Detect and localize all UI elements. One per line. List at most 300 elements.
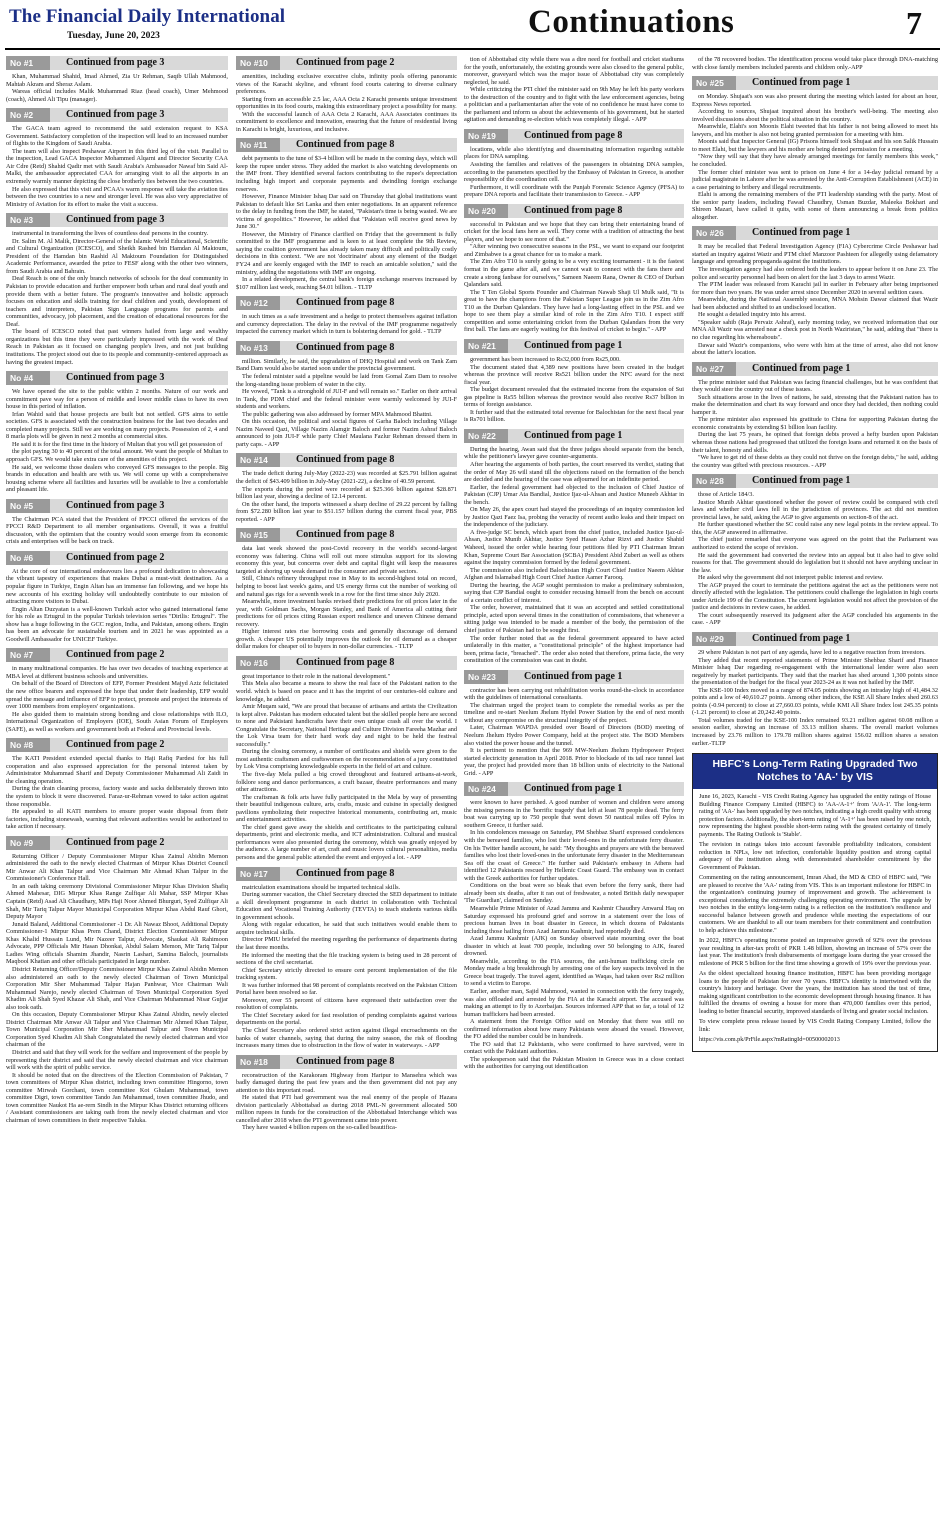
box-paragraph: To view complete press release issued by VIS Credit Rating Company Limited, follow the link: (699, 1018, 931, 1033)
paragraph: On May 26, the apex court had stayed the proceedings of an inquiry commission led by Justice Qazi Faez Isa, probing the veracity of recent audio leaks and their impact on the independence of the judiciary. (464, 506, 684, 529)
continuation-number: No #27 (692, 362, 736, 376)
paragraph: Irfan Wahid said that house projects are built but not settled. GFS aims to settle societies. GFS is associated with the construction business for the last two decades and completed many projects. Still we are working on many projects. Possession of 2, 4 and 8 marla plots will be given in next 2 months at commercial sites. (6, 410, 228, 441)
paragraph: were known to have perished. A good number of women and children were among the missing persons in the 'horrific tragedy' that left at least 78 people dead. The ferry boat was carrying up to 750 people that went down 50 nautical miles off Pylos in southern Greece, it further said. (464, 799, 684, 829)
continued-from-label: Continued from page 1 (736, 76, 938, 90)
paragraph: During summer vacation, the Chief Secretary directed the SED department to initiate a skill development programme in each district in collaboration with Technical Education and Vocational Training Authority (TEVTA) to teach students various skills in government schools. (236, 891, 457, 921)
paragraph: successful in Pakistan and we hope that they can bring their entertaining brand of cricket for the local fans here as well. They come with a tradition of attracting the best players, and we hope to see more of that." (464, 220, 684, 243)
story (464, 670, 684, 778)
paragraph: "Now they will say that they have already arranged meetings for family members this week," he concluded. (692, 153, 938, 169)
paragraph: The prime minister said that Pakistan was facing financial challenges, but he was confident that they would steer the country out of these issues. (692, 378, 938, 394)
continuation-kicker (236, 1055, 457, 1069)
story (236, 341, 457, 449)
paragraph: Conditions on the boat were so bleak that even before the ferry sank, there had already been six deaths, after it ran out of freshwater, a noted British daily newspaper 'The Guardian', claimed on Sunday. (464, 882, 684, 905)
paragraph: A statement from the Foreign Office said on Monday that there was still no confirmed information about how many Pakistanis were aboard the vessel. However, the FO added the number could be in hundreds. (464, 1018, 684, 1041)
continuation-number: No #16 (236, 656, 280, 670)
story-body (236, 313, 457, 336)
continuation-number: No #17 (236, 867, 280, 881)
paragraph: in many multinational companies. He has over two decades of teaching experience at MBA level at different business schools and universities. (6, 665, 228, 680)
continued-from-label: Continued from page 2 (50, 836, 228, 850)
story (692, 226, 938, 356)
paragraph: They have wasted 4 billion rupees on the so-called beautifica- (242, 1124, 397, 1132)
paragraph: Later, Chairman WAPDA presided over Board of Directors (BOD) meeting of Neelum Jhelum Hydro Power Company, held at the project site. The BOD Members also visited the power house and the tunnel. (464, 724, 684, 747)
paragraph: Total volumes traded for the KSE-100 Index remained 93.21 million against 60.08 million a session earlier, showing an increase of 33.13 million shares. The overall market volumes increased by 23.76 million to 179.78 million shares against 156.02 million shares a session earlier.-TLTP (692, 716, 938, 747)
continuation-number: No #5 (6, 499, 50, 513)
continuation-number: No #12 (236, 296, 280, 310)
continuation-kicker (6, 213, 228, 227)
paragraph: During the closing ceremony, a number of certificates and shields were given to the most authentic craftsmen and craftswomen on the recommendation of a jury constituted by Lok Virsa comprising knowledgeable experts in the field of art and culture. (236, 748, 457, 771)
continued-from-label: Continued from page 8 (280, 296, 457, 310)
paragraph: Chief Secretary strictly directed to ensure cent percent implementation of the file tracking system. (236, 966, 457, 982)
story (236, 867, 457, 1050)
paragraph: Earlier, the federal government had objected to the inclusion of Chief Justice of Pakistan (CJP) Umar Ata Bandial, Justice Ijaz-ul-Ahsan and Justice Muneeb Akhtar in the bench. (464, 483, 684, 506)
paragraph: It should be noted that on the directives of the Election Commission of Pakistan, 7 town committees of Mirpur Khas district, including town committee Hingorno, town committee Mirwah Gorchani, town committee Kot Ghulam Muhammad, town committee Digri, town committee Tando Jan Muhammad, town committee Jhudo, and town committee Naukot Ha ae-rern Sindh in the Mirpur Khas District returning officers / Assistant commissioners are taking oath from the newly elected chairman and vice chairman of town committees in their respective Taluka. (6, 1071, 228, 1124)
paragraph: "We have to get rid of these debts as they could not thrive on the foreign debts," he said, adding the country was gifted with precious resources. - APP (692, 454, 938, 469)
box-paragraph: The revision in ratings takes into account favorable profitability indicators, consistent reduction in NPLs, low net infection, comfortable liquidity position and strong capital adequacy of the institution along with demonstrated shareholder commitment by the Government of Pakistan. (699, 841, 931, 871)
continuation-kicker (464, 129, 684, 143)
continuation-number: No #7 (6, 648, 50, 662)
paragraph: He said, we welcome those dealers who conveyed GFS messages to the people. Big brands in education and health are with us. We will come up with a comprehensive housing scheme where all facilities and luxuries will be available to live a comfortable and pleasant life. (6, 463, 228, 494)
continued-from-label: Continued from page 1 (508, 670, 684, 684)
continuation-kicker (692, 362, 938, 376)
continuation-number: No #24 (464, 782, 508, 796)
paragraph: government has been increased to Rs32,000 from Rs25,000. (470, 355, 621, 363)
paragraph: The board of ICESCO noted that past winners hailed from large and wealthy organizations but this time they were particularly impressed with the work of Deaf Reach in Pakistan as it focused on changing people's lives, and not just building institutions. The project stood out due to its people and community-centered approach as having the greatest impact. (6, 328, 228, 366)
paragraph: "After winning two consecutive seasons in the PSL, we want to expand our footprint and Zimbabwe is a great chance for us to make a mark. (464, 243, 684, 258)
story (692, 76, 938, 221)
story-body (236, 545, 457, 651)
continued-from-label: Continued from page 3 (50, 499, 228, 513)
continuation-kicker (236, 341, 457, 355)
paragraph: The trade deficit during July-May (2022-23) was recorded at $25.791 billion against the deficit of $43.409 billion in July-May (2021-22), a decline of 40.59 percent. (236, 470, 457, 485)
continuation-number: No #10 (236, 56, 280, 70)
continuation-number: No #8 (6, 738, 50, 752)
paragraph: Earlier, another man, Sajid Mahmood, wanted in connection with the ferry tragedy, was also offloaded and arrested by the FIA at the Karachi airport. The accused was making an attempt to fly to Azerbaijan. Sources informed APP that so far, a total of 12 human traffickers had been arrested. (464, 987, 684, 1018)
paragraph: Dawar said Wazir's companions, who were with him at the time of arrest, also did not know about the latter's location. (692, 341, 938, 357)
story-body (236, 470, 457, 523)
paragraph: The chairman urged the project team to complete the remedial works as per the timeline and re-start Neelum Jhelum Hydel Power Station by the end of next month without any compromise on the structural integrity of the project. (464, 701, 684, 724)
section-title: Continuations (528, 4, 735, 40)
paragraph: Along with regular education, he said that such initiatives would enable them to acquire technical skills. (236, 921, 457, 936)
paragraph: The craftsman & folk arts have fully participated in the Mela by way of presenting their beautiful indigenous culture, arts, crafts, music and cuisine in specially designed pavilions symbolizing their respective historical monuments, contributing art, music and entertainment activities. (236, 793, 457, 824)
paragraph: The commission also included Balochistan High Court Chief Justice Naeem Akhtar Afghan and Islamabad High Court Chief Justice Aamer Farooq. (464, 566, 684, 582)
story (6, 371, 228, 494)
paragraph: "Speaker sahib (Raja Pervaiz Ashraf), early morning today, we received information that our MNA Ali Wazir was arrested near a check post in North Waziristan," he said, adding that "there is no clue regarding his whereabouts". (692, 318, 938, 341)
paragraph: The AGP prayed the court to terminate the petitions against the act as the petitioners were not directly affected with the legislation. The petitioners could challenge the legislation in high courts under Article 199 of the Constitution. The current legislation would not affect the provision of the justice and decisions in review cases, he added. (692, 581, 938, 612)
continued-from-label: Continued from page 1 (508, 429, 684, 443)
story-body (6, 388, 228, 494)
paragraph: Moonis said that Inspector General (IG) Prisons himself took Shujaat and his son Salik Hussain to meet Elahi, but the lawyers and his mother are being denied permission for a meeting. (692, 138, 938, 153)
paragraph: The spokesperson said that the Pakistan Mission in Greece was in a close contact with the authorities for carrying out identification (464, 1055, 684, 1071)
continued-from-label: Continued from page 8 (508, 129, 684, 143)
paragraph: The prime minister also expressed his gratitude to China for supporting Pakistan during the economic constraints by extending $1 billion loan facility. (692, 416, 938, 431)
paragraph: It was further informed that 98 percent of complaints received on the Pakistan Citizen Portal have been resolved so far. (236, 981, 457, 997)
box-paragraph: In 2022, HBFC's operating income posted an impressive growth of 92% over the previous year resulting in after-tax profit of PKR 1.48 billion, showing an increase of 57% over the last year. The institution's fresh disbursements of mortgage loans during the year crossed the milestone of PKR 5 billion for the first time showing a growth of 19% over the previous year. (699, 937, 931, 967)
story-body (6, 568, 228, 643)
continued-from-label: Continued from page 8 (280, 528, 457, 542)
paragraph: Deaf Reach is one of the only branch networks of schools for the deaf community in Pakistan to provide education and further empower both urban and rural deaf youth and provide them with a better future. The program's innovative and holistic approach focuses on education and skills training for deaf children and youth, development of teachers and interpreters, Pakistan Sign Language programs for parents and communities, advocacy, job placement, and the creation of educational resources for the Deaf. (6, 275, 228, 328)
paragraph: Director PMIU briefed the meeting regarding the performance of departments during the last three months. (236, 936, 457, 951)
continued-from-label: Continued from page 8 (280, 138, 457, 152)
continuation-kicker (6, 499, 228, 513)
paragraph: matriculation examinations should be imparted technical skills. (242, 883, 401, 891)
continuation-number: No #4 (6, 371, 50, 385)
paragraph: The PTM leader was released from Karachi jail in earlier in February after being imprisoned for more than two years. He was under arrest since December 2020 in several sedition cases. (692, 281, 938, 296)
continued-from-label: Continued from page 1 (508, 339, 684, 353)
paragraph: Meanwhile, Elahi's son Moonis Elahi tweeted that his father is not being allowed to meet his lawyers, and his mother is also not being granted permission for a meeting with him. (692, 123, 938, 138)
paragraph: He also expressed that this visit and PCAA's warm response will take the aviation ties between the two countries to a new and stronger level. He was also very appreciative of Ministry of Aviation for its effort to make the visit a success. (6, 185, 228, 208)
paragraph: The chief guest gave away the shields and certificates to the participating cultural departments, print and electronic media, and ICT administration. Cultural and musical performances were also presented during the ceremony, which was greatly enjoyed by the audience. A large number of art, craft and music lovers cultural personalities, media persons and the general public attended the event and enjoyed a lot. - APP (236, 823, 457, 862)
paragraph: While criticizing the PTI chief the minister said on 9th May he left his party workers to the destruction of the country and to fight with the law enforcement agencies, being a politician and a parliamentarian after the vote of no confidence he must have come to the parliament and inform us about the achievements of his government, but he started agitation and demanding re-election which was completely illegal. - APP (464, 86, 684, 124)
story-body (464, 356, 684, 424)
story (464, 782, 684, 1071)
box-paragraph: As the oldest specialized housing finance institution, HBFC has been providing mortgage loans to the people of Pakistan for over 70 years. HBFC's identity is intertwined with the country's history and heritage. Over the years, the institution has stood the test of time, making significant contribution to the economic development through housing finance. It has fulfilled the dreams of owning a house for more than 470,000 families over this period, leading to better financial security, improved standards of living and greater social inclusion. (699, 970, 931, 1015)
continuation-number: No #22 (464, 429, 508, 443)
continuation-number: No #1 (6, 56, 50, 70)
paragraph: He said the government had converted the review into an appeal but it also had to give solid reasons for that. The government should do legislation but it should not have anything unclear in the law. (692, 551, 938, 574)
paragraph: In a related development, the central bank's foreign exchange reserves increased by $107 million last week, reaching $4.01 billion. - TLTP (236, 276, 457, 291)
paragraph: On this occasion, Deputy Commissioner Mirpur Khas Zainul Abidin, newly elected District Chairman Mir Anwar Ali Talpur and Vice Chairman Mir Ahmed Khan Talpur, Town Municipal Corporation Mir Sher Muhammad Talpur and Town Municipal Corporation Syed Khadim Ali Shah Congratulated the newly elected chairman and vice chairman of the (6, 1011, 228, 1049)
continued-from-label: Continued from page 3 (50, 371, 228, 385)
continuation-number: No #9 (6, 836, 50, 850)
story (464, 129, 684, 199)
story-body (236, 155, 457, 291)
story (236, 138, 457, 291)
paragraph: The Chairman PCA stated that the President of FPCCI offered the services of the FPCCI R&D Department to all member organisations. Overall, it was a fruitful discussion, with the optimism that the country would soon emerge from its economic crisis and enterprises will be back on track. (6, 515, 228, 546)
story-body (692, 243, 938, 356)
paragraph: District and said that they will work for the welfare and improvement of the people by representing their district and said that the newly elected chairman and vice chairman will work with the spirit of public service. (6, 1048, 228, 1072)
paragraph: The KSE-100 Index moved in a range of 874.05 points showing an intraday high of 41,484.32 points and a low of 40,610.27 points. Among other indices, the KSE All Share Index shed 260.63 points (-0.94 percent) to close at 27,660.03 points, while KMI All Share Index lost 245.35 points (-1.21 percent) to close at 20,242.40 points. (692, 686, 938, 717)
continuation-kicker (6, 738, 228, 752)
story-body (464, 799, 684, 1071)
paragraph: Meanwhile, more investment banks revised their predictions for oil prices later in the year, with Goldman Sachs, Morgan Stanley, and Bank of America all cutting their predictions for oil prices citing Russian export resilience and uneven Chinese demand recovery. (236, 598, 457, 628)
continued-from-label: Continued from page 8 (508, 204, 684, 218)
story (692, 56, 938, 71)
paragraph: Starting from an accessible 2.5 lac, AAA Octa 2 Karachi presents unique investment opportunities in its food courts, making this extraordinary project a possibility for many. (236, 95, 457, 111)
paragraph: At the core of our international endeavours lies a profound dedication to showcasing the vibrant tapestry of experiences that makes Dubai a must-visit destination. As a popular figure in Turkiye, Engin Altan has an immense fan following, and we hope his new accounts of his exciting holiday will undoubtedly contribute to our mission of attracting more visitors to Dubai. (6, 567, 228, 606)
continuation-kicker (236, 296, 457, 310)
newspaper-name: The Financial Daily International (9, 6, 286, 27)
paragraph: During the last 75 years, he opined that foreign debts proved a hefty burden upon Pakistan whereas those nations had progressed that utilized the foreign loans and returned it on the basis of their talent, honesty and skills. (692, 431, 938, 454)
story (236, 56, 457, 133)
story-body (6, 73, 228, 103)
story (6, 551, 228, 643)
story-body (464, 221, 684, 334)
continued-from-label: Continued from page 3 (50, 213, 228, 227)
continuation-kicker (6, 551, 228, 565)
paragraph: The Chief Secretary also ordered strict action against illegal encroachments on the banks of water channels, saying that during the rainy season, the risk of flooding increases many times due to obstruction in the flow of water in waterways. - APP (236, 1026, 457, 1050)
continuation-number: No #3 (6, 213, 50, 227)
continuation-number: No #29 (692, 632, 736, 646)
continuation-number: No #25 (692, 76, 736, 90)
continued-from-label: Continued from page 8 (280, 341, 457, 355)
paragraph: A five-judge SC bench, which apart from the chief justice, included Justice Ijaz-ul-Ahsan, Justice Munib Akhtar, Justice Syed Hasan Azhar Rizvi and Justice Shahid Waheed, issued the order while hearing four petitions filed by PTI Chairman Imran Khan, Supreme Court Bar Association (SCBA) President Abid Zuberi as well as others against the inquiry commission formed by the federal government. (464, 528, 684, 567)
paragraph: Furthermore, it will coordinate with the Punjab Forensic Science Agency (PFSA) to prepare DNA reports and facilitate their transmission to Greece. - APP (464, 183, 684, 199)
box-paragraph: June 16, 2023, Karachi - VIS Credit Rating Agency has upgraded the entity ratings of House Building Finance Company Limited (HBFC) to 'AA-/A-1+' from 'A/A-1'. The long-term rating of 'AA-' has been upgraded by two notches, indicating a high credit quality with strong protection factors. Additionally, the short-term rating of 'A-1+' has been raised by one notch, now representing the highest possible short-term rating with the greatest certainty of timely payments. The Rating Outlook is 'Stable'. (699, 793, 931, 838)
paragraph: in such times as a safe investment and a hedge to protect themselves against inflation and currency depreciation. The delay in the revival of the IMF programme negatively impacted the currency market which in turn is bolstering demand for gold. - TLTP (236, 313, 457, 336)
continuation-number: No #14 (236, 453, 280, 467)
paragraph: The former chief minister was sent to prison on June 4 for a 14-day judicial remand by a judicial magistrate in Lahore after he was arrested by the Anti-Corruption Establishment (ACE) in a case pertaining to bribery and illegal recruitments. (692, 168, 938, 191)
paragraph: He sought a detailed inquiry into his arrest. (698, 311, 806, 319)
column-3 (464, 56, 684, 1524)
continuation-number: No #21 (464, 339, 508, 353)
paragraph: Moreover, over 55 percent of citizens have expressed their satisfaction over the resolution of complaints. (236, 996, 457, 1012)
hbfc-press-release-box (692, 753, 938, 1052)
continuation-kicker (236, 656, 457, 670)
continuation-number: No #19 (464, 129, 508, 143)
story-body (6, 755, 228, 830)
paragraph: In his condolences message on Saturday, PM Shehbaz Sharif expressed condolences with the bereaved families, who lost their loved-ones in the unfortunate ferry disaster. On his Twitter handle account, he said: "My thoughts and prayers are with the bereaved families who lost their loved-ones in the unfortunate ferry disaster in the Mediterranean Sea off the coast of Greece." He further said Pakistan's embassy in Athens had identified 12 Pakistanis rescued by Hellenic Coast Guard. The embassy was in contact with the Greek authorities for further updates. (464, 829, 684, 882)
paragraph: On this occasion, the political and social figures of Garha Baloch including Village Nazim Naveed Qazi, Village Nazim Alamgir Baloch and former Nazim Ashraf Baloch announced to join JUI-F while party Chief Maulana Fazlur Rehman dressed them in party caps. - APP (236, 418, 457, 448)
paragraph: Returning Officer / Deputy Commissioner Mirpur Khas Zainul Abidin Memon administered the oath to the newly elected Chairman of Mirpur Khas District Council Mir Anwar Ali Khan Talpur and Vice Chairman Mir Ahmad Khan Talpur in the Commissioner's Conference Hall. (6, 852, 228, 883)
story (236, 528, 457, 651)
story-body (6, 665, 228, 733)
story (236, 656, 457, 862)
continuation-kicker (464, 204, 684, 218)
paragraph: great importance to their role in the national development." (242, 672, 391, 680)
column-4 (692, 56, 938, 1524)
paragraph: After hearing the arguments of both parties, the court reserved its verdict, stating that the order of May 26 will stand till the objections raised on the formation of the bench are decided and the hearing of the case was adjourned for an indefinite period. (464, 460, 684, 484)
paragraph: He further questioned whether the SC could raise any new legal points in the review appeal. To this, the AGP answered in affirmative. (692, 521, 938, 536)
paragraph: Azad Jammu Kashmir (AJK) on Sunday observed state mourning over the boat disaster in which at least 700 people, including over 50 belonging to AJK, feared drowned. (464, 935, 684, 958)
page-number: 7 (906, 5, 922, 41)
continued-from-label: Continued from page 2 (50, 648, 228, 662)
story-body (464, 56, 684, 124)
continuation-kicker (464, 670, 684, 684)
story-body (236, 884, 457, 1050)
story (464, 339, 684, 424)
continuation-kicker (236, 453, 457, 467)
paragraph: The investigation agency had also ordered both the leaders to appear before it on June 23. The police and security personnel had been on alert for the last 3 days to arrest Wazir. (692, 266, 938, 281)
continued-from-label: Continued from page 1 (736, 632, 938, 646)
paragraph: He stated that PTI had government was the real enemy of the people of Hazara division particularly Abbottabad as during 2018 PML-N government allocated 500 million rupees in funds for the construction of the Abbottabad Interchange which was cancelled after 2018 when the PTI government came into power. (236, 1094, 457, 1124)
paragraph: amenities, including exclusive executive clubs, infinity pools offering panoramic views of the Karachi skyline, and vibrant food courts catering to diverse culinary preferences. (236, 73, 457, 96)
story (236, 453, 457, 523)
story-body (464, 146, 684, 199)
continued-from-label: Continued from page 8 (280, 453, 457, 467)
paragraph: tion of Abbottabad city while there was a dire need for football and cricket stadiums for the youth, unfortunately, the existing grounds were also closed to the general public, moreover, graveyard which was the major issue of Abbottabad city was completely neglected, he said. (464, 56, 684, 86)
paragraph: It may be recalled that Federal Investigation Agency (FIA) Cybercrime Circle Peshawar had started an inquiry against Wazir and PTM chief Manzoor Pashteen for allegedly using defamatory language and spreading propaganda against the institutions. (692, 243, 938, 266)
paragraph: Amir Muqam said, "We are proud that because of artisans and artists the Civilization is kept alive. Pakistan has modern educated talent but the skilled people here are second to none and Pakistani handicrafts have their own unique crash all over the world. I Congratulate the Secretary, National Heritage and Culture Division Fareeha Mazhar and the Lok Virsa team for their hard work day and night to be held the festival successfully." (236, 703, 457, 748)
paragraph: Assisting the families and relatives of the passengers in obtaining DNA samples, according to the parameters specified by the Embassy of Pakistan in Greece, is another responsibility of the coordination cell. (464, 161, 684, 184)
continued-from-label: Continued from page 3 (50, 108, 228, 122)
paragraph: The order, however, maintained that it was an accepted and settled constitutional principle, acted upon several times in the constitution of commissions, that whenever a sitting judge was intended to be made a member of the body, the permission of the chief justice of Pakistan had to be sought first. (464, 604, 684, 634)
continuation-number: No #28 (692, 474, 736, 488)
paragraph: During the drain cleaning process, factory waste and sacks deliberately thrown into the system to block it were discovered. Faraz-ur-Rehman vowed to take action against those responsible. (6, 785, 228, 808)
paragraph: This Mela also became a means to show the real face of the Pakistani nation to the world. which is based on peace and it has the imprint of our centuries-old culture and knowledge, he added. (236, 680, 457, 703)
paragraph: of the 78 recovered bodies. The identification process would take place through DNA-matching with close family members included parents and children only.-APP (692, 56, 938, 71)
paragraph: Junaid Baland, Additional Commissioner -1 Dr. Ali Nawaz Bhoot, Additional Deputy Commissioner-1 Mirpur Khas Prem Chand, District Election Commissioner Mirpur Khas Khalid Hussain Lund, Mir Nazeer Talpur, Advocate, Shaukat Ali Rahimoon Advocate, PPP Officials Mir Hasan Dhonkai, Abdul Salam Memon, Mir Tariq Talpur Ladies Wing officials Shamim Jhandir, Nasrin Lashari, Samina Baloch, journalists Maqbool Khatian and other officials participated in large number. (6, 920, 228, 966)
masthead (5, 0, 940, 50)
continuation-number: No #20 (464, 204, 508, 218)
paragraph: Justice Munib Akhtar questioned whether the power of review could be compared with civil laws and whether civil laws fell in the jurisdiction of provinces. The act did not mention provincial laws, he said, asking the AGP to give arguments on section-8 of the act. (692, 498, 938, 521)
paragraph: During the hearing, the AGP sought permission to make a preliminary submission, saying that CJP Bandial ought to consider recusing himself from the bench on account of a certain conflict of interest. (464, 581, 684, 604)
story (6, 648, 228, 733)
continuation-kicker (6, 371, 228, 385)
paragraph: The exports during the period were recorded at $25.366 billion against $28.871 billion last year, showing a decline of 12.14 percent. (236, 485, 457, 501)
paragraph: He said it is for the first time in the history of Multan that you will get possession of (12, 440, 223, 448)
paragraph: The public gathering was also addressed by former MPA Mahmood Bhattni. (242, 410, 433, 418)
story-body (236, 73, 457, 133)
issue-date: Tuesday, June 20, 2023 (67, 31, 160, 41)
paragraph: Wareas official includes Malik Muhammad Riaz (head coach), Umer Mehmood (coach), Ahmed Ali Tipu (manager). (6, 88, 228, 103)
paragraph: data last week showed the post-Covid recovery in the world's second-largest economy was faltering. China will roll out more stimulus support for its slowing economy this year, but concerns over debt and capital flight will keep the measures targeted at shoring up weak demand in the consumer and private sectors. (236, 545, 457, 575)
continuation-kicker (6, 648, 228, 662)
paragraph: The five-day Mela pulled a big crowd throughout and featured artisans-at-work, folklore song and dance performances, a craft bazaar, theatre performances and many other attractions. (236, 771, 457, 794)
continued-from-label: Continued from page 1 (508, 782, 684, 796)
continuation-kicker (236, 867, 457, 881)
paragraph: Engin Altan Duzyatan is a well-known Turkish actor who gained international fame for his role as Ertugrul in the popular Turkish television series "Dirilis: Ertugrul". The show has a huge following in the GCC region, India, and Pakistan, among others. Engin has been an advocate for sustainable tourism and in 2021 he was appointed as a Goodwill Ambassador for UNICEF Turkiye. (6, 605, 228, 643)
continuation-kicker (6, 108, 228, 122)
story (6, 499, 228, 546)
story-body (692, 93, 938, 221)
column-1 (6, 56, 228, 1524)
paragraph: According to sources, Shujaat inquired about his brother's well-being. The meeting also involved discussions about the political situation in the country. (692, 108, 938, 123)
story-body (236, 673, 457, 862)
continued-from-label: Continued from page 1 (736, 362, 938, 376)
paragraph: The KATI President extended special thanks to Haji Rafiq Pardesi for his full cooperation and also expressed appreciation for the personal interest taken by Administrator Muhammad Sharif and Deputy Commissioner Muhammad Ali Zaidi in the cleaning operation. (6, 755, 228, 785)
continuation-kicker (464, 429, 684, 443)
paragraph: 29 where Pakistan is not part of any agenda, have led to a negative reaction from investors. (698, 649, 926, 656)
story (692, 474, 938, 627)
continuation-kicker (236, 56, 457, 70)
paragraph: He also guided them to maintain strong bonding and close relationships with ILO, International Organization of Employers (IOE), South Asian Forum of Employers (SAFE), as well as workers and government both at Federal and Provincial levels. (6, 710, 228, 733)
continuation-number: No #26 (692, 226, 736, 240)
paragraph: The budget document revealed that the estimated income from the expansion of Sui gas pipeline is Rs55 billion whereas the province would also receive Rs37 billion in terms of foreign assistance. (464, 386, 684, 409)
paragraph: Meanwhile, during the National Assembly session, MNA Mohsin Dawar claimed that Wazir had been abducted and shifted to an undisclosed location. (692, 296, 938, 311)
story-body (6, 853, 228, 1125)
continuation-number: No #2 (6, 108, 50, 122)
paragraph: We have opened the site to the public within 2 months. Nature of our work and commitment pave way for a person of middle and lower middle class to have its own house in this period of inflation. (6, 388, 228, 411)
story-body (692, 649, 938, 747)
paragraph: Higher interest rates rise borrowing costs and generally discourage oil demand growth. A cheaper US potentially improves the outlook for oil demand as a cheaper dollar makes for cheaper oil to buyers in non-dollar currencies. - TLTP (236, 628, 457, 651)
continuation-kicker (692, 226, 938, 240)
continuation-kicker (236, 138, 457, 152)
story (236, 296, 457, 336)
press-release-link: https://vis.com.pk/PrFile.aspx?mRatingId=00500002013 (699, 1036, 840, 1044)
continuation-kicker (692, 632, 938, 646)
paragraph: However, the Ministry of Finance clarified on Friday that the government is fully committed to the IMF programme and is keen to at least complete the 9th Review, saying the coalition government has already taken many difficult and politically costly decisions in this context. "We are not 'doctrinaire' about any element of the Budget FY24 and are keenly engaged with the IMF to reach an amicable solution," said the ministry, adding the negotiations with IMF are ongoing. (236, 230, 457, 276)
continuation-kicker (6, 56, 228, 70)
continued-from-label: Continued from page 8 (280, 1055, 457, 1069)
paragraph: on Monday. Shujaat's son was also present during the meeting which lasted for about an hour, Express News reported. (692, 93, 938, 108)
paragraph: those of Article 184/3. (698, 491, 754, 499)
paragraph: The document stated that 4,389 new positions have been created in the budget whereas the province will receive Rs521 billion under the NFC award for the next fiscal year. (464, 363, 684, 386)
story-body (6, 125, 228, 208)
paragraph: reconstruction of the Karakoram Highway from Haripur to Mansehra which was badly damaged during the past few years and the then government did not pay any attention to this important road. (236, 1071, 457, 1094)
paragraph: Khan, Muhammad Shahid, Imad Ahmed, Zia Ur Rehman, Saqib Ullah Mahmood, Mahtab Akram and Sheraz Aslam. (6, 73, 228, 88)
paragraph: locations, while also identifying and disseminating information regarding suitable places for DNA sampling. (464, 145, 684, 161)
paragraph: Still, China's refinery throughput rose in May to its second-highest total on record, helping to boost last week's gains, and US energy firms cut the number of working oil and natural gas rigs for a seventh week in a row for the first time since July 2020. (236, 575, 457, 598)
paragraph: However, Finance Minister Ishaq Dar said on Thursday that global institutions want Pakistan to default like Sri Lanka and then enter negotiations. In an apparent reference to the delay in funding from the IMF, he stated, "Pakistan's time is being wasted. We are victims of geopolitics." However, he added that "Pakistan will receive good news by June 30." (236, 193, 457, 231)
paragraph: With the successful launch of AAA Octa 2 Karachi, AAA Associates continues its commitment to excellence and innovation, ensuring that the future of residential living in Karachi is bright, luxurious, and inclusive. (236, 110, 457, 133)
paragraph: The court subsequently reserved its judgment after the AGP concluded his arguments in the case. - APP (692, 611, 938, 627)
paragraph: On behalf of the Board of Directors of EFP, Former President Majyd Aziz felicitated the new office bearers and expressed the hope that under their leadership, EFP would spread the message and influence of EFP to protect, promote and project the interests of over 1000 members from employers' organizations. (6, 680, 228, 711)
continuation-kicker (236, 528, 457, 542)
paragraph: Such situations arose in the lives of nations, he said, stressing that the Pakistani nation has to make the determination and chart its way forward and once they had decided, then nothing could hamper it. (692, 393, 938, 416)
continuation-number: No #6 (6, 551, 50, 565)
paragraph: It is pertinent to mention that the 969 MW-Neelum Jhelum Hydropower Project started electricity generation in April 2018. Prior to blockade of its tail race tunnel last year, the project had provided more than 18 billion units of electricity to the National Grid. - APP (464, 747, 684, 777)
continued-from-label: Continued from page 1 (736, 226, 938, 240)
continuation-number: No #23 (464, 670, 508, 684)
continuation-kicker (464, 782, 684, 796)
story-body (692, 379, 938, 470)
story (6, 108, 228, 208)
paragraph: The order further noted that as the federal government appeared to have acted unilaterally in this matter, a "constitutional principle" of the highest importance had been, prima facie, "breached". The order also noted that therefore, prima facie, the very constitution of the commission was cast in doubt. (464, 634, 684, 665)
continuation-kicker (6, 836, 228, 850)
story-body (692, 491, 938, 627)
paragraph: The Chief Secretary asked for fast resolution of pending complaints against various departments on the portal. (236, 1011, 457, 1027)
paragraph: instrumental in transforming the lives of countless deaf persons in the country. (12, 230, 209, 238)
continuation-number: No #13 (236, 341, 280, 355)
continued-from-label: Continued from page 2 (50, 738, 228, 752)
continued-from-label: Continued from page 8 (280, 867, 457, 881)
story (236, 1055, 457, 1132)
story (464, 429, 684, 665)
paragraph: The FO said that 12 Pakistanis, who were confirmed to have survived, were in contact with the Pakistani authorities. (464, 1040, 684, 1056)
continuation-number: No #11 (236, 138, 280, 152)
paragraph: He vowed, "Tank is a stronghold of JUI-F and will remain so." Earlier on their arrival in Tank, the PDM chief and the federal minister were warmly welcomed by JUI-F students and workers. (236, 388, 457, 411)
continuation-number: No #18 (236, 1055, 280, 1069)
continued-from-label: Continued from page 1 (736, 474, 938, 488)
paragraph: The T Ten Global Sports Founder and Chairman Nawab Shaji Ul Mulk said, "It is great to have the champions from the Pakistan Super League join us in the Zim Afro T10 as the Durban Qalandars. They have had a long-lasting effect in the PSL and we hope to see them play a similar kind of role in the Zim Afro T10. I expect stiff competition and some entertaining cricket from the Durban Qalandars from the very first ball. The fans are eagerly waiting for this festival of cricket to begin." - APP (464, 288, 684, 334)
story (6, 836, 228, 1125)
continuation-number: No #15 (236, 528, 280, 542)
paragraph: the plot paying 30 to 40 percent of the total amount. We want the people of Multan to approach GFS. We would take extra care of the amenities of this project. (6, 448, 228, 463)
paragraph: Meanwhile, according to the FIA sources, the anti-human trafficking circle on Monday made a big breakthrough by arresting one of the key suspects involved in the Greece boat tragedy. The travel agent, identified as Waqas, had taken over Rs2 million to send a victim to Europe. (464, 957, 684, 988)
box-body (693, 789, 937, 1051)
paragraph: contractor has been carrying out rehabilitation works round-the-clock in accordance with the guidelines of international consultants. (464, 686, 684, 702)
story-body (6, 516, 228, 546)
story (6, 738, 228, 830)
column-2 (236, 56, 457, 1524)
paragraph: The GACA team agreed to recommend the said extension request to KSA Government. Satisfactory completion of the inspection will lead to an increased number of flights to the Kingdom of Saudi Arabia. (6, 125, 228, 148)
paragraph: million. Similarly, he said, the upgradation of DHQ Hospital and work on Tank Zam Band Dam would also be started soon under the provincial government. (236, 357, 457, 373)
paragraph: In an oath taking ceremony Divisional Commissioner Mirpur Khas Division Shafiq Ahmed Mahesar, DIG Mirpur Khas Range Zulfiqar Ali Mahar, SSP Mirpur Khas Captain (Retd) Asad Ali Chaudhary, MPs Haji Noor Ahmed Bhurguri, Syed Zulfiqar Ali Shah, Mir Tariq Talpur Mayor Municipal Corporation Mirpur Khas Abdul Rauf Ghori, Deputy Mayor (6, 882, 228, 921)
paragraph: debt payments to the tune of $3-4 billion will be made in the coming days, which will keep the rupee under stress. They added the market is also watching developments on the IMF front. They identified several factors contributing to the rupee's depreciation including high import and corporate payments and dwindling foreign exchange reserves. (236, 155, 457, 193)
continued-from-label: Continued from page 2 (280, 56, 457, 70)
paragraph: They added that recent reported statements of Prime Minister Shehbaz Sharif and Finance Minister Ishaq Dar regarding re-engagement with the international lender were also seen negatively by market participants. They said that the market has shed around 1,300 points since the presentation of the budget for the fiscal year 2023-24 as it was not hailed by the IMF. (692, 656, 938, 687)
paragraph: He asked why the government did not interpret public interest and review. (698, 574, 884, 582)
story-body (464, 446, 684, 665)
story-body (692, 56, 938, 71)
continuation-kicker (692, 76, 938, 90)
story (692, 362, 938, 470)
paragraph: The Zim Afro T10 is surely going to be a very exciting tournament - it is the fastest format in the game after all, and we cannot wait to connect with the fans there and create a strong fanbase for ourselves," Sameen Naeem Rana, Owner & CEO of Durban Qalandars said. (464, 258, 684, 289)
story-body (464, 687, 684, 778)
story-body (6, 230, 228, 366)
paragraph: He appealed to all KATI members to ensure proper waste disposal from their factories, including stonewash, warning that relevant authorities would be authorized to take action if necessary. (6, 808, 228, 831)
story-body (236, 1072, 457, 1132)
continuation-kicker (692, 474, 938, 488)
paragraph: During the hearing, Awan said that the three judges should separate from the bench, while the petitioner's lawyer gave counter-arguments. (464, 445, 684, 461)
story (6, 213, 228, 366)
paragraph: Elahi is among the remaining members of the PTI leadership standing with the party. Most of the senior party leaders, including Fawad Chaudhry, Usman Buzdar, Maleeka Bokhari and Shireen Mazari, have called it quits, with some of them announcing a break from politics altogether. (692, 191, 938, 221)
paragraph: On the other hand, the imports witnessed a sharp decline of 29.22 percent by falling from $72.280 billion last year to $51.157 billion during the current fiscal year, PBS reported. - APP (236, 500, 457, 523)
box-headline: HBFC's Long-Term Rating Upgraded Two Notches to 'AA-' by VIS (693, 754, 937, 789)
continued-from-label: Continued from page 2 (50, 551, 228, 565)
paragraph: It further said that the estimated total revenue for Balochistan for the next fiscal year is Rs701 billion. (464, 408, 684, 424)
continuation-kicker (464, 339, 684, 353)
box-paragraph: Commenting on the rating announcement, Imran Ahad, the MD & CEO of HBFC said, "We are pleased to receive the 'AA-' rating from VIS. This is an important milestone for HBFC in the organization's continuing journey of improvement and growth. The achievement is exceptional considering the extremely challenging operating environment. The upgrade by two notches in the entity's long-term rating is a reflection on the institution's resilience and successful balance between growth and prudence while meeting the expectations of our customers. We are thankful to all our team members for their commitment and contribution to help achieve this milestone." (699, 874, 931, 934)
paragraph: Meanwhile Prime Minister of Azad Jammu and Kashmir Chaudhry Anwarul Haq on Saturday expressed his profound grief and sorrow in a statement over the loss of precious human lives in boat disaster in Greece, in which dozens of Pakistanis including those hailing from Azad Jammu Kashmir, had reportedly died. (464, 904, 684, 935)
paragraph: The federal minister said a pipeline would be laid from Gomal Zam Dam to resolve the long-standing issue problem of water in the city. (236, 372, 457, 388)
continued-from-label: Continued from page 8 (280, 656, 457, 670)
paragraph: He informed the meeting that the file tracking system is being used in 28 percent of sections of the civil secretariat. (236, 951, 457, 967)
story (464, 204, 684, 334)
story-body (236, 358, 457, 449)
continued-from-label: Continued from page 3 (50, 56, 228, 70)
story (6, 56, 228, 103)
